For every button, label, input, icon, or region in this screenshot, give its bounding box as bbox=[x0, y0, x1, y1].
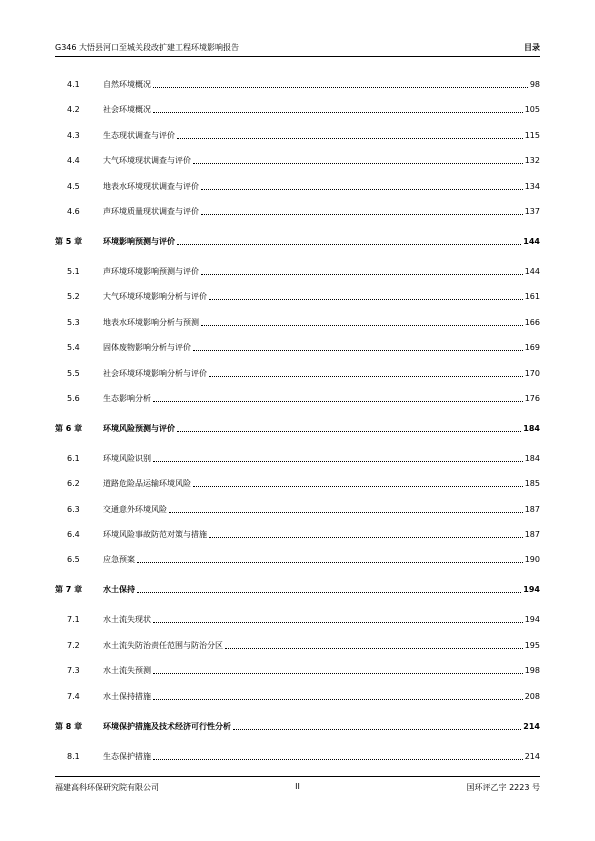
toc-section-entry[interactable] bbox=[55, 550, 540, 565]
toc-entry-number: 5.5 bbox=[67, 368, 80, 378]
toc-entry-title: 固体废物影响分析与评价 bbox=[103, 343, 191, 353]
toc-section-entry[interactable] bbox=[55, 500, 540, 515]
toc-entry-title: 大气环境环境影响分析与评价 bbox=[103, 292, 207, 302]
toc-entry-number: 第 6 章 bbox=[55, 423, 83, 433]
toc-section-entry[interactable] bbox=[55, 202, 540, 217]
toc-section-entry[interactable] bbox=[55, 610, 540, 625]
toc-entry-number: 6.1 bbox=[67, 453, 80, 463]
toc-entry-number: 4.1 bbox=[67, 80, 80, 89]
toc-entry-page: 194 bbox=[524, 615, 540, 625]
toc-entry-page: 105 bbox=[524, 105, 540, 115]
toc-dot-leader bbox=[225, 648, 523, 649]
toc-entry-page: 166 bbox=[524, 317, 540, 327]
toc-entry-number: 5.2 bbox=[67, 292, 80, 302]
toc-entry-number: 5.6 bbox=[67, 393, 80, 403]
toc-entry-page: 187 bbox=[524, 504, 540, 514]
toc-entry-page: 195 bbox=[524, 640, 540, 650]
toc-section-entry[interactable] bbox=[55, 262, 540, 277]
toc-dot-leader bbox=[169, 512, 523, 513]
toc-dot-leader bbox=[193, 486, 523, 487]
toc-dot-leader bbox=[193, 350, 523, 351]
toc-entry-page: 214 bbox=[523, 721, 540, 731]
toc-entry-title: 环境影响预测与评价 bbox=[103, 236, 175, 246]
toc-entry-page: 184 bbox=[523, 423, 540, 433]
toc-section-entry[interactable] bbox=[55, 100, 540, 115]
toc-entry-number: 6.2 bbox=[67, 479, 80, 489]
toc-section-entry[interactable] bbox=[55, 151, 540, 166]
toc-dot-leader bbox=[153, 461, 523, 462]
toc-section-entry[interactable] bbox=[55, 313, 540, 328]
toc-entry-page: 198 bbox=[524, 666, 540, 676]
toc-entry-page: 190 bbox=[524, 555, 540, 565]
toc-entry-number: 8.1 bbox=[67, 751, 80, 761]
toc-entry-page: 137 bbox=[524, 206, 540, 216]
toc-entry-number: 7.2 bbox=[67, 640, 80, 650]
toc-section-entry[interactable] bbox=[55, 474, 540, 489]
toc-entry-title: 应急预案 bbox=[103, 555, 135, 565]
toc-section-entry[interactable] bbox=[55, 364, 540, 379]
toc-entry-title: 自然环境概况 bbox=[103, 80, 151, 89]
toc-dot-leader bbox=[177, 431, 521, 432]
toc-entry-page: 185 bbox=[524, 479, 540, 489]
toc-entry-title: 水土流失现状 bbox=[103, 615, 151, 625]
toc-dot-leader bbox=[201, 189, 523, 190]
toc-entry-title: 水土保持措施 bbox=[103, 691, 151, 701]
toc-entry-title: 环境风险识别 bbox=[103, 453, 151, 463]
toc-section-entry[interactable] bbox=[55, 287, 540, 302]
toc-entry-number: 5.1 bbox=[67, 266, 80, 276]
toc-entry-number: 第 8 章 bbox=[55, 721, 83, 731]
toc-entry-title: 生态影响分析 bbox=[103, 393, 151, 403]
toc-entry-title: 地表水环境现状调查与评价 bbox=[103, 181, 199, 191]
toc-entry-number: 4.2 bbox=[67, 105, 80, 115]
toc-entry-page: 169 bbox=[524, 343, 540, 353]
toc-entry-number: 第 7 章 bbox=[55, 585, 83, 595]
toc-dot-leader bbox=[209, 376, 523, 377]
toc-entry-page: 134 bbox=[524, 181, 540, 191]
toc-entry-title: 交通意外环境风险 bbox=[103, 504, 167, 514]
toc-entry-title: 社会环境环境影响分析与评价 bbox=[103, 368, 207, 378]
toc-entry-number: 4.4 bbox=[67, 156, 80, 166]
toc-entry-page: 161 bbox=[524, 292, 540, 302]
footer-page-number: II bbox=[295, 782, 300, 791]
toc-section-entry[interactable] bbox=[55, 661, 540, 676]
toc-section-entry[interactable] bbox=[55, 75, 540, 90]
footer-license: 国环评乙字 2223 号 bbox=[466, 783, 540, 792]
toc-entry-number: 4.5 bbox=[67, 181, 80, 191]
toc-section-entry[interactable] bbox=[55, 525, 540, 540]
table-of-contents bbox=[55, 75, 540, 762]
toc-entry-title: 道路危险品运输环境风险 bbox=[103, 479, 191, 489]
toc-entry-page: 208 bbox=[524, 691, 540, 701]
toc-entry-page: 98 bbox=[529, 80, 540, 89]
toc-dot-leader bbox=[153, 87, 528, 88]
toc-entry-number: 6.4 bbox=[67, 530, 80, 540]
toc-dot-leader bbox=[177, 244, 521, 245]
toc-dot-leader bbox=[209, 537, 523, 538]
toc-entry-page: 144 bbox=[524, 266, 540, 276]
toc-entry-title: 水土保持 bbox=[103, 585, 135, 595]
toc-entry-title: 环境风险预测与评价 bbox=[103, 423, 175, 433]
toc-entry-number: 4.6 bbox=[67, 206, 80, 216]
toc-entry-title: 声环境质量现状调查与评价 bbox=[103, 206, 199, 216]
toc-chapter-entry[interactable] bbox=[55, 419, 540, 434]
toc-entry-page: 194 bbox=[523, 585, 540, 595]
toc-section-entry[interactable] bbox=[55, 449, 540, 464]
toc-entry-number: 7.3 bbox=[67, 666, 80, 676]
document-title: G346 大悟县河口至城关段改扩建工程环境影响报告 bbox=[55, 43, 240, 52]
toc-entry-title: 生态保护措施 bbox=[103, 751, 151, 761]
toc-dot-leader bbox=[233, 729, 521, 730]
toc-dot-leader bbox=[137, 562, 523, 563]
toc-entry-page: 184 bbox=[524, 453, 540, 463]
toc-entry-title: 地表水环境影响分析与预测 bbox=[103, 317, 199, 327]
toc-entry-number: 第 5 章 bbox=[55, 236, 83, 246]
toc-entry-title: 生态现状调查与评价 bbox=[103, 130, 175, 140]
toc-dot-leader bbox=[153, 401, 523, 402]
toc-entry-number: 6.5 bbox=[67, 555, 80, 565]
toc-entry-title: 大气环境现状调查与评价 bbox=[103, 156, 191, 166]
toc-section-entry[interactable] bbox=[55, 177, 540, 192]
toc-section-entry[interactable] bbox=[55, 389, 540, 404]
toc-entry-page: 176 bbox=[524, 393, 540, 403]
toc-entry-title: 环境保护措施及技术经济可行性分析 bbox=[103, 721, 231, 731]
toc-dot-leader bbox=[153, 759, 523, 760]
toc-entry-number: 7.4 bbox=[67, 691, 80, 701]
page-footer bbox=[55, 776, 540, 795]
toc-section-entry[interactable] bbox=[55, 636, 540, 651]
toc-dot-leader bbox=[137, 592, 521, 593]
toc-dot-leader bbox=[153, 112, 523, 113]
footer-company: 福建高科环保研究院有限公司 bbox=[55, 783, 159, 792]
toc-dot-leader bbox=[153, 622, 523, 623]
toc-dot-leader bbox=[201, 214, 523, 215]
page-header bbox=[55, 38, 540, 57]
toc-entry-page: 214 bbox=[524, 751, 540, 761]
toc-dot-leader bbox=[193, 163, 523, 164]
toc-entry-page: 144 bbox=[523, 236, 540, 246]
toc-section-entry[interactable] bbox=[55, 747, 540, 762]
toc-dot-leader bbox=[177, 138, 523, 139]
toc-section-entry[interactable] bbox=[55, 687, 540, 702]
toc-entry-number: 6.3 bbox=[67, 504, 80, 514]
toc-entry-title: 水土流失预测 bbox=[103, 666, 151, 676]
toc-dot-leader bbox=[201, 325, 523, 326]
toc-chapter-entry[interactable] bbox=[55, 580, 540, 595]
toc-dot-leader bbox=[153, 699, 523, 700]
toc-entry-title: 水土流失防治责任范围与防治分区 bbox=[103, 640, 223, 650]
toc-entry-number: 5.3 bbox=[67, 317, 80, 327]
toc-entry-title: 社会环境概况 bbox=[103, 105, 151, 115]
toc-dot-leader bbox=[153, 673, 523, 674]
toc-entry-page: 115 bbox=[524, 130, 540, 140]
toc-dot-leader bbox=[209, 299, 523, 300]
toc-entry-title: 声环境环境影响预测与评价 bbox=[103, 266, 199, 276]
toc-entry-number: 7.1 bbox=[67, 615, 80, 625]
toc-dot-leader bbox=[201, 274, 523, 275]
toc-entry-number: 4.3 bbox=[67, 130, 80, 140]
toc-section-entry[interactable] bbox=[55, 126, 540, 141]
toc-entry-number: 5.4 bbox=[67, 343, 80, 353]
toc-chapter-entry[interactable] bbox=[55, 717, 540, 732]
toc-entry-page: 132 bbox=[524, 156, 540, 166]
toc-entry-page: 187 bbox=[524, 530, 540, 540]
toc-section-entry[interactable] bbox=[55, 338, 540, 353]
toc-entry-title: 环境风险事故防范对策与措施 bbox=[103, 530, 207, 540]
toc-entry-page: 170 bbox=[524, 368, 540, 378]
section-label: 目录 bbox=[524, 43, 540, 52]
toc-chapter-entry[interactable] bbox=[55, 232, 540, 247]
